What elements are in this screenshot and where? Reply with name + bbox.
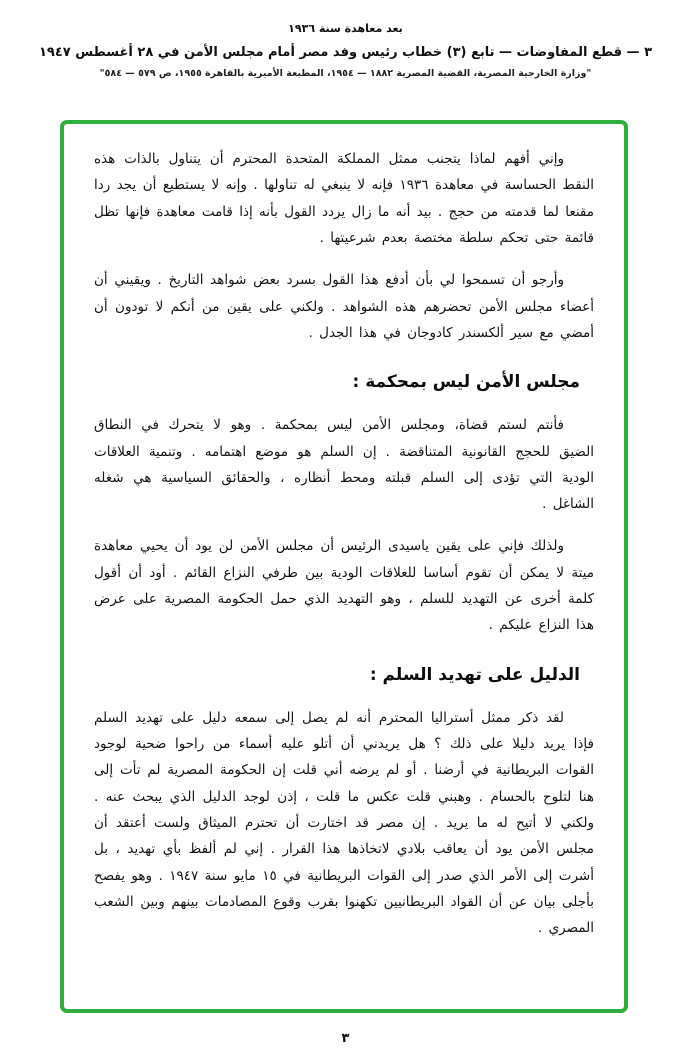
paragraph-4: ولذلك فإني على يقين ياسيدى الرئيس أن مجلس الأمن لن يود أن يحيي معاهدة ميتة لا يمكن أن تقوم أساسا للعلاقات الودية بين طرفي النزاع القائم . أود أن أقول كلمة أخرى عن التهديد للسلم ، وهو التهديد الذي حمل الحكومة المصرية على عرض هذا النزاع عليكم . <box>94 538 594 634</box>
paragraph-3: فأنتم لستم قضاة، ومجلس الأمن ليس بمحكمة . وهو لا يتحرك في النطاق الضيق للحجج القانونية المتناقضة . إن السلم هو موضع اهتمامه . وتنمية العلاقات الودية التي تؤدى إلى السلم قبلته ومحط أنظاره ، والحقائق السياسية هي شغله الشاغل . <box>94 417 594 513</box>
section-heading-evidence-threat-to-peace: الدليل على تهديد السلم : <box>369 664 580 685</box>
content-frame <box>60 120 628 1013</box>
section-heading-security-council-not-court: مجلس الأمن ليس بمحكمة : <box>352 372 580 393</box>
source-citation: "وزارة الخارجية المصرية، القضية المصرية ١٨٨٢ — ١٩٥٤، المطبعة الأميرية بالقاهرة ١٩٥٥، ص ٥٧٩ — ٥٨٤" <box>99 68 592 79</box>
top-note: بعد معاهدة سنة ١٩٣٦ <box>288 22 403 35</box>
header-title: ٣ — قطع المفاوضات — تابع (٣) خطاب رئيس وفد مصر أمام مجلس الأمن في ٢٨ أغسطس ١٩٤٧ <box>38 45 653 60</box>
paragraph-1: وإني أفهم لماذا يتجنب ممثل المملكة المتحدة المحترم أن يتناول بالذات هذه النقط الحساسة في معاهدة ١٩٣٦ فإنه لا ينبغي له تناولها . وإنه لا يستطيع أن يجد ردا مقنعا لما قدمته من حجج . بيد أنه ما زال يردد القول بأنه إذا قامت معاهدة فإنها تظل قائمة حتى تحكم سلطة مختصة بعدم شرعيتها . <box>94 151 594 246</box>
page-number: ٣ <box>341 1031 350 1046</box>
paragraph-5: لقد ذكر ممثل أستراليا المحترم أنه لم يصل إلى سمعه دليل على تهديد السلم فإذا يريد دليلا على ذلك ؟ هل يريدني أن أتلو عليه أسماء من راحوا ضحية لوجود القوات البريطانية في أرضنا . أو لم يرضه أني قلت إن الحكومة المصرية لم تأت إلى هنا لتلوح بالحسام . وهبني قلت عكس ما قلت ، إذن لوجد الدليل الذي يبحث عنه . ولكني لا أتيح له ما يريد . إن مصر قد اختارت أن تحترم الميثاق ولست أعتقد أن مجلس الأمن يود أن يعاقب بلادي لاتخاذها هذا القرار . إني لم ألفظ بأي تهديد ، بل أشرت إلى الأمر الذي صدر إلى القوات البريطانية في ١٥ مايو سنة ١٩٤٧ . وهو يفصح بأجلى بيان عن أن القواد البريطانيين تكهنوا بقرب وقوع المصادمات بينهم وبين الشعب المصري . <box>94 709 594 937</box>
paragraph-2: وأرجو أن تسمحوا لي بأن أدفع هذا القول بسرد بعض شواهد التاريخ . ويقيني أن أعضاء مجلس الأمن تحضرهم هذه الشواهد . ولكني على يقين من أنكم لا تودون أن أمضي مع سير ألكسندر كادوجان في هذا الجدل . <box>94 272 594 341</box>
